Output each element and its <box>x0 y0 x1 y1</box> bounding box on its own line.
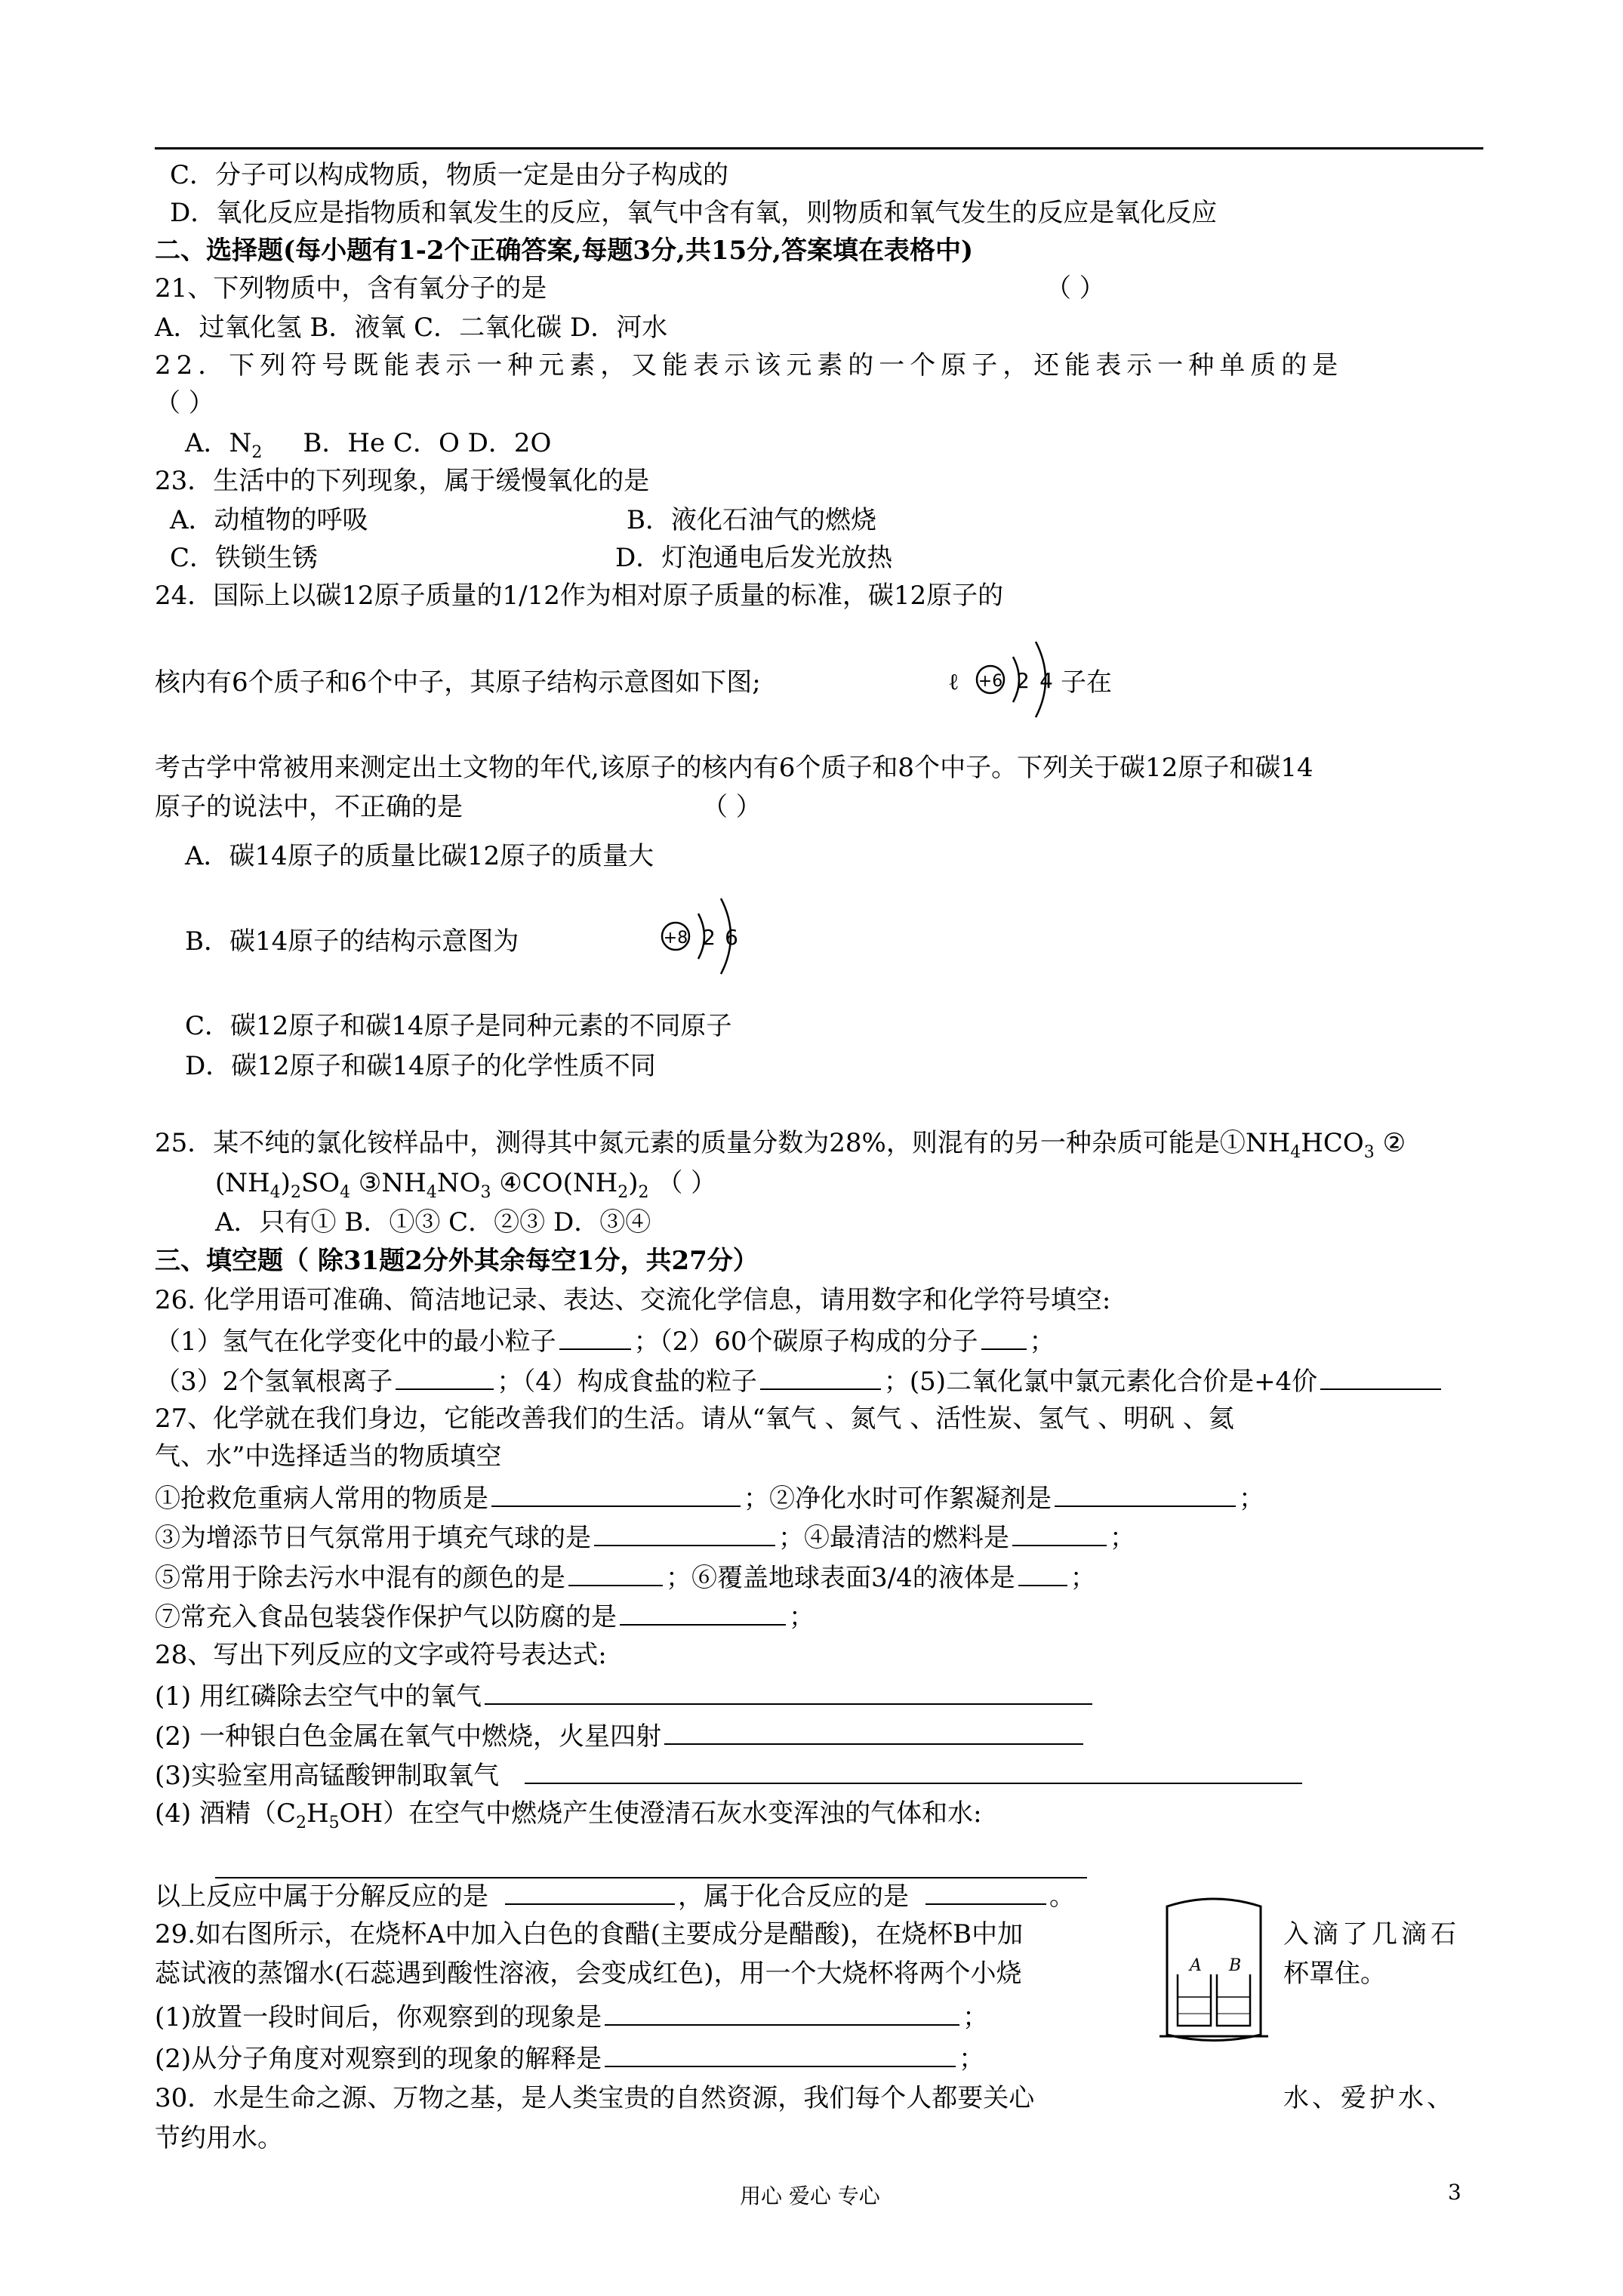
option-d-line: D．氧化反应是指物质和氧发生的反应，氧气中含有氧，则物质和氧气发生的反应是氧化反应 <box>170 198 1218 228</box>
question-29: 29.如右图所示，在烧杯A中加入白色的食醋(主要成分是醋酸)，在烧杯B中加 <box>155 1919 1024 1949</box>
option-23-b: B．液化石油气的燃烧 <box>627 505 876 535</box>
question-22: 22．下列符号既能表示一种元素，又能表示该元素的一个原子，还能表示一种单质的是 <box>155 350 1344 381</box>
question-24-line4: 原子的说法中，不正确的是 <box>155 792 463 822</box>
question-30-cont: 节约用水。 <box>155 2123 283 2153</box>
question-30-right: 水、爱护水、 <box>1283 2083 1455 2113</box>
question-29-1: (1)放置一段时间后，你观察到的现象是 ； <box>155 1999 988 2034</box>
option-24-b: B．碳14原子的结构示意图为 <box>185 926 519 957</box>
page-number: 3 <box>1448 2180 1461 2205</box>
answer-bracket-21: （ ） <box>1046 273 1105 304</box>
header-rule <box>155 147 1483 149</box>
question-28-1: (1) 用红磷除去空气中的氧气 <box>155 1678 1095 1713</box>
option-24-a: A．碳14原子的质量比碳12原子的质量大 <box>185 841 654 871</box>
options-25: A．只有① B．①③ C．②③ D．③④ <box>215 1207 651 1237</box>
question-28-3: (3)实验室用高锰酸钾制取氧气 <box>155 1757 1305 1792</box>
option-24-d: D．碳12原子和碳14原子的化学性质不同 <box>185 1051 656 1081</box>
answer-bracket-24: （ ） <box>702 792 762 822</box>
atom2-shell2: 6 <box>725 925 738 950</box>
question-30: 30．水是生命之源、万物之基，是人类宝贵的自然资源，我们每个人都要关心 <box>155 2083 1035 2113</box>
blank-27-4[interactable] <box>1012 1519 1107 1546</box>
question-27-items-2: ③为增添节日气氛常用于填充气球的是 ；④最清洁的燃料是 ； <box>155 1519 1135 1555</box>
atom2-nucleus: +8 <box>663 929 688 948</box>
question-27: 27、化学就在我们身边，它能改善我们的生活。请从“氧气 、氮气 、活性炭、氢气 、明矾 、氦 <box>155 1404 1234 1434</box>
blank-27-3[interactable] <box>594 1519 775 1546</box>
blank-29-1[interactable] <box>605 1999 959 2026</box>
blank-26-2[interactable] <box>981 1323 1027 1350</box>
question-27-items-3: ⑤常用于除去污水中混有的颜色的是 ；⑥覆盖地球表面3/4的液体是 ； <box>155 1559 1096 1595</box>
options-22: A．$N_2$ B．He C．O D．2O <box>185 428 552 462</box>
atom1-nucleus: +6 <box>978 672 1003 691</box>
question-25-formulas: $(NH_4)_2SO_4$ $③NH_4NO_3$ $④CO(NH_2)_2$ （ ） <box>215 1168 717 1202</box>
question-21: 21、下列物质中，含有氧分子的是 <box>155 273 547 304</box>
blank-28-2[interactable] <box>664 1718 1083 1745</box>
question-29-right: 入滴了几滴石 <box>1283 1919 1460 1949</box>
blank-26-4[interactable] <box>760 1363 881 1390</box>
question-28-4: (4) 酒精$(C_2H_5OH)$在空气中燃烧产生使澄清石灰水变浑浊的气体和水: <box>155 1798 982 1832</box>
blank-26-1[interactable] <box>559 1323 631 1350</box>
question-26: 26. 化学用语可准确、简洁地记录、表达、交流化学信息，请用数字和化学符号填空: <box>155 1285 1111 1315</box>
question-26-items-2: （3）2个氢氧根离子 ；（4）构成食盐的粒子 ；(5)二氧化氯中氯元素化合价是+4价 <box>155 1363 1444 1398</box>
blank-28-3[interactable] <box>525 1757 1302 1784</box>
question-27-items-1: ①抢救危重病人常用的物质是 ；②净化水时可作絮凝剂是 ； <box>155 1480 1264 1515</box>
blank-28-4[interactable] <box>215 1851 1087 1878</box>
blank-29-2[interactable] <box>605 2040 956 2067</box>
blank-27-7[interactable] <box>620 1598 786 1626</box>
atom2-shell1: 2 <box>702 925 716 950</box>
atom1-shell1: 2 <box>1016 668 1030 693</box>
option-23-d: D．灯泡通电后发光放热 <box>615 543 893 573</box>
blank-28-1[interactable] <box>485 1678 1092 1705</box>
beaker-diagram <box>1146 1891 1282 2050</box>
atom1-prefix: ℓ <box>948 669 959 695</box>
question-29-cont-right: 杯罩住。 <box>1283 1959 1386 1989</box>
option-23-c: C．铁锁生锈 <box>170 543 319 573</box>
question-27-items-4: ⑦常充入食品包装袋作保护气以防腐的是 ； <box>155 1598 815 1634</box>
atom1-shell2: 4 <box>1039 668 1053 693</box>
option-c-line: C．分子可以构成物质，物质一定是由分子构成的 <box>170 160 729 190</box>
blank-27-1[interactable] <box>491 1480 741 1507</box>
carbon-12-atom-diagram <box>948 623 1072 736</box>
options-21: A．过氧化氢 B．液氧 C．二氧化碳 D．河水 <box>155 313 668 343</box>
answer-bracket-22: （ ） <box>155 388 214 418</box>
question-24-cont: 核内有6个质子和6个中子，其原子结构示意图如下图; <box>155 667 761 698</box>
blank-27-6[interactable] <box>1018 1559 1067 1586</box>
question-29-cont: 蕊试液的蒸馏水(石蕊遇到酸性溶液，会变成红色)，用一个大烧杯将两个小烧 <box>155 1959 1022 1989</box>
blank-28-combination[interactable] <box>925 1878 1046 1905</box>
question-24-line3: 考古学中常被用来测定出土文物的年代,该原子的核内有6个质子和8个中子。下列关于碳12原子和碳14 <box>155 753 1313 783</box>
blank-27-2[interactable] <box>1055 1480 1236 1507</box>
blank-27-5[interactable] <box>568 1559 663 1586</box>
section-2-heading: 二、选择题(每小题有1-2个正确答案,每题3分,共15分,答案填在表格中) <box>155 236 974 266</box>
question-25: 25．某不纯的氯化铵样品中，测得其中氮元素的质量分数为28%，则混有的另一种杂质可能是$①NH_4HCO_3$ ② <box>155 1128 1406 1162</box>
blank-26-3[interactable] <box>396 1363 494 1390</box>
question-24: 24．国际上以碳12原子质量的1/12作为相对原子质量的标准，碳12原子的 <box>155 581 1004 611</box>
beaker-a-label: A <box>1190 1956 1202 1975</box>
option-23-a: A．动植物的呼吸 <box>170 505 368 535</box>
question-28-2: (2) 一种银白色金属在氧气中燃烧，火星四射 <box>155 1718 1086 1753</box>
option-24-c: C．碳12原子和碳14原子是同种元素的不同原子 <box>185 1011 732 1041</box>
question-26-items-1: （1）氢气在化学变化中的最小粒子 ；（2）60个碳原子构成的分子 ； <box>155 1323 1055 1358</box>
blank-26-5[interactable] <box>1320 1363 1441 1390</box>
blank-28-decomposition[interactable] <box>505 1878 675 1905</box>
beaker-b-label: B <box>1229 1956 1242 1975</box>
question-28-summary: 以上反应中属于分解反应的是 ，属于化合反应的是 。 <box>155 1878 1075 1913</box>
question-27-cont: 气、水”中选择适当的物质填空 <box>155 1441 502 1472</box>
carbon-14-atom-diagram <box>645 876 759 989</box>
footer-motto: 用心 爱心 专心 <box>740 2184 880 2208</box>
question-23: 23．生活中的下列现象，属于缓慢氧化的是 <box>155 466 650 496</box>
question-24-cont-tail: 子在 <box>1061 667 1112 698</box>
section-3-heading: 三、填空题（ 除31题2分外其余每空1分，共27分） <box>155 1246 759 1276</box>
question-29-2: (2)从分子角度对观察到的现象的解释是 ； <box>155 2040 984 2076</box>
question-28: 28、写出下列反应的文字或符号表达式: <box>155 1640 607 1670</box>
